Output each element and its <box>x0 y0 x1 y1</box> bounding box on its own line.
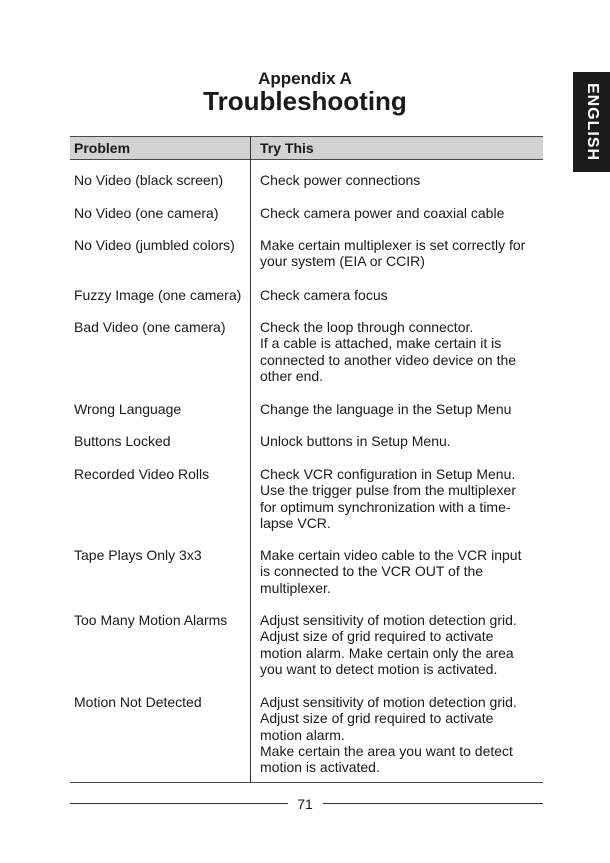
try-this-line: Make certain the area you want to detect <box>260 742 513 759</box>
page-number: 71 <box>297 796 313 812</box>
try-this-line: Make certain multiplexer is set correctly for <box>260 237 526 253</box>
try-this-line: If a cable is attached, make certain it is <box>260 335 502 352</box>
problem-cell: Wrong Language <box>74 401 182 417</box>
try-this-line: Adjust sensitivity of motion detection grid. <box>260 612 517 628</box>
footer-rule-left <box>70 803 288 804</box>
column-divider <box>250 136 251 783</box>
try-this-line: your system (EIA or CCIR) <box>260 253 425 270</box>
problem-cell: Bad Video (one camera) <box>74 319 226 335</box>
footer-rule-right <box>323 803 543 804</box>
try-this-line: Check the loop through connector. <box>260 319 474 335</box>
try-this-line: Adjust sensitivity of motion detection grid. <box>260 694 517 710</box>
try-this-cell <box>260 401 545 417</box>
try-this-line: you want to detect motion is activated. <box>260 660 498 677</box>
appendix-label: Appendix A <box>258 69 352 88</box>
try-this-line: motion alarm. <box>260 726 345 743</box>
header-try-this: Try This <box>260 140 314 156</box>
problem-cell: Tape Plays Only 3x3 <box>74 547 202 563</box>
table-header <box>70 136 543 160</box>
try-this-cell <box>260 694 545 775</box>
try-this-line: Make certain video cable to the VCR input <box>260 547 522 563</box>
try-this-line: Check camera focus <box>260 287 388 303</box>
problem-cell: Too Many Motion Alarms <box>74 612 228 628</box>
problem-cell: Fuzzy Image (one camera) <box>74 287 242 303</box>
try-this-cell <box>260 237 545 270</box>
try-this-line: for optimum synchronization with a time- <box>260 498 511 515</box>
try-this-line: multiplexer. <box>260 579 331 596</box>
problem-cell: No Video (jumbled colors) <box>74 237 235 253</box>
page-title: Troubleshooting <box>203 86 407 116</box>
side-tab-label: ENGLISH <box>583 82 601 162</box>
try-this-line: Check camera power and coaxial cable <box>260 205 505 221</box>
problem-cell: Buttons Locked <box>74 433 171 449</box>
problem-cell: Recorded Video Rolls <box>74 466 210 482</box>
problem-cell: No Video (one camera) <box>74 205 219 221</box>
try-this-cell <box>260 433 545 449</box>
try-this-cell <box>260 287 545 303</box>
try-this-line: Adjust size of grid required to activate <box>260 628 494 645</box>
try-this-line: Check VCR configuration in Setup Menu. <box>260 466 516 482</box>
try-this-line: motion alarm. Make certain only the area <box>260 644 514 661</box>
try-this-cell <box>260 319 545 384</box>
try-this-cell <box>260 547 545 596</box>
try-this-cell <box>260 612 545 677</box>
try-this-line: Use the trigger pulse from the multiplexer <box>260 482 516 499</box>
try-this-line: lapse VCR. <box>260 514 331 531</box>
try-this-line: Unlock buttons in Setup Menu. <box>260 433 451 449</box>
try-this-line: Change the language in the Setup Menu <box>260 401 512 417</box>
try-this-line: other end. <box>260 367 324 384</box>
try-this-line: Check power connections <box>260 172 421 188</box>
try-this-line: is connected to the VCR OUT of the <box>260 563 484 580</box>
try-this-cell <box>260 172 545 188</box>
try-this-line: connected to another video device on the <box>260 351 517 368</box>
try-this-line: motion is activated. <box>260 759 380 776</box>
try-this-cell <box>260 466 545 531</box>
try-this-cell <box>260 205 545 221</box>
try-this-line: Adjust size of grid required to activate <box>260 710 494 727</box>
troubleshooting-table <box>70 136 543 783</box>
header-problem: Problem <box>74 140 131 156</box>
table-bottom-rule <box>70 782 543 783</box>
problem-cell: Motion Not Detected <box>74 694 202 710</box>
problem-cell: No Video (black screen) <box>74 172 224 188</box>
